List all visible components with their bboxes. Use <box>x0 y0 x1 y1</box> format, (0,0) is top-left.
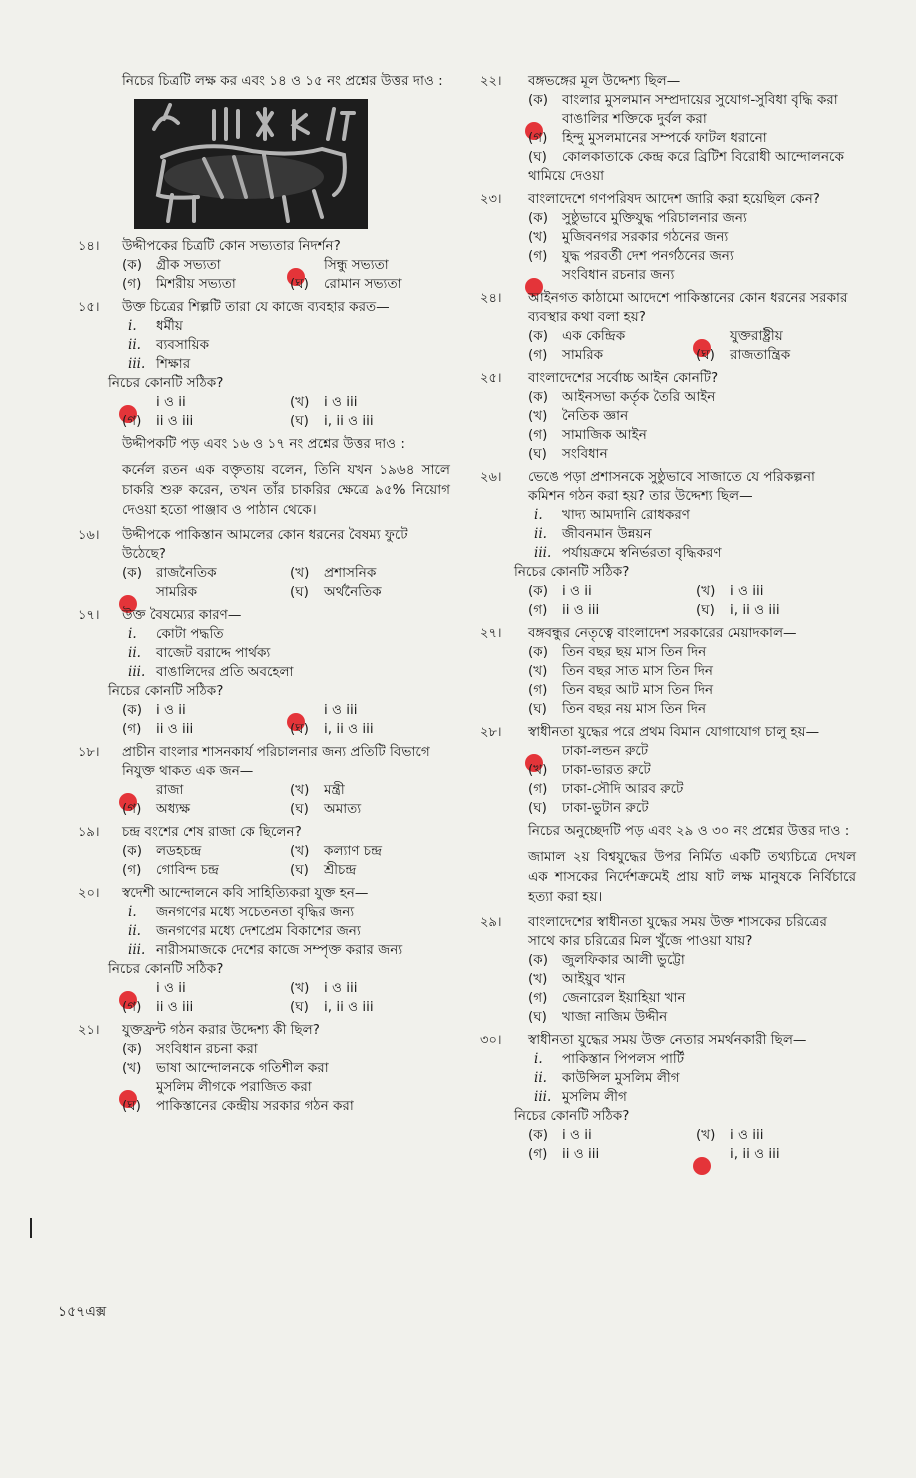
option-ga[interactable] <box>528 247 856 266</box>
question-text: বাংলাদেশের স্বাধীনতা যুদ্ধের সময় উক্ত শাসকের চরিত্রের সাথে কার চরিত্রের মিল খুঁজে পাওয়া যায়? <box>528 914 827 949</box>
option-ka[interactable] <box>528 742 856 761</box>
statement: iii. বাঙালিদের প্রতি অবহেলা <box>128 664 294 680</box>
question-text: স্বাধীনতা যুদ্ধের পরে প্রথম বিমান যোগাযোগ চালু হয়— <box>528 724 820 740</box>
statement: ii. বাজেট বরাদ্দে পার্থক্য <box>128 645 271 661</box>
option-ka[interactable] <box>528 327 688 346</box>
statement: ii. জীবনমান উন্নয়ন <box>534 526 652 542</box>
option-text: বাংলার মুসলমান সম্প্রদায়ের সুযোগ-সুবিধা বৃদ্ধি করা <box>562 92 838 108</box>
choose-prompt: নিচের কোনটি সঠিক? <box>108 961 224 977</box>
question-20 <box>78 884 450 1017</box>
question-text: স্বাধীনতা যুদ্ধের সময় উক্ত নেতার সমর্থনকারী ছিল— <box>528 1032 807 1048</box>
question-number: ২৩। <box>480 192 502 207</box>
statement: iii. পর্যায়ক্রমে স্বনির্ভরতা বৃদ্ধিকরণ <box>534 545 722 561</box>
statement: i. জনগণের মধ্যে সচেতনতা বৃদ্ধির জন্য <box>128 904 355 920</box>
option-text: i ও ii <box>156 394 186 410</box>
question-26 <box>480 468 856 620</box>
option-text: আইয়ুব খান <box>562 971 626 987</box>
option-label: (গ) <box>122 999 142 1015</box>
option-gha[interactable] <box>528 1008 856 1027</box>
question-number: ১৬। <box>78 528 100 543</box>
option-text: রোমান সভ্যতা <box>324 276 402 292</box>
option-label: (ঘ) <box>528 701 547 717</box>
question-15 <box>78 298 450 431</box>
option-label: (খ) <box>528 762 548 778</box>
statement: i. পাকিস্তান পিপলস পার্টি <box>534 1051 685 1067</box>
option-label: (ক) <box>122 843 142 859</box>
option-label: (গ) <box>122 862 142 878</box>
option-text: সামাজিক আইন <box>562 427 647 443</box>
question-27 <box>480 624 856 719</box>
option-label: (ঘ) <box>290 721 309 737</box>
option-text: মন্ত্রী <box>324 782 345 798</box>
option-text: কোলকাতাকে কেন্দ্র করে ব্রিটিশ বিরোধী আন্দোলনকে থামিয়ে দেওয়া <box>528 149 844 184</box>
option-ga[interactable] <box>122 998 282 1017</box>
option-kha[interactable] <box>528 407 856 426</box>
statement: ii. ব্যবসায়িক <box>128 337 210 353</box>
option-ka[interactable] <box>122 564 282 583</box>
option-text: মুসলিম লীগকে পরাজিত করা <box>156 1079 312 1095</box>
option-label: (গ) <box>122 276 142 292</box>
option-ka[interactable] <box>528 582 688 601</box>
option-text: ঢাকা-ভারত রুটে <box>562 762 651 778</box>
option-ka[interactable] <box>528 643 856 662</box>
right-column <box>480 72 856 1168</box>
option-label: (গ) <box>528 427 548 443</box>
option-text: সুষ্ঠুভাবে মুক্তিযুদ্ধ পরিচালনার জন্য <box>562 210 747 226</box>
option-text: জুলফিকার আলী ভুট্টো <box>562 952 685 968</box>
option-gha[interactable] <box>528 700 856 719</box>
option-gha[interactable] <box>290 583 450 602</box>
question-number: ৩০। <box>480 1033 502 1048</box>
choose-prompt: নিচের কোনটি সঠিক? <box>514 1108 630 1124</box>
option-ka[interactable] <box>122 256 282 275</box>
seal-picture-icon <box>134 99 368 229</box>
question-text: উদ্দীপকে পাকিস্তান আমলের কোন ধরনের বৈষম্য ফুটে উঠেছে? <box>122 527 408 562</box>
question-number: ১৮। <box>78 745 100 760</box>
option-label: (ঘ) <box>290 801 309 817</box>
option-text: i ও iii <box>324 394 358 410</box>
option-text: ii ও iii <box>156 999 194 1015</box>
option-text: সামরিক <box>156 584 198 600</box>
option-kha[interactable] <box>528 761 856 780</box>
question-28 <box>480 723 856 818</box>
option-kha[interactable] <box>528 110 856 129</box>
stimulus-passage: জামাল ২য় বিশ্বযুদ্ধের উপর নির্মিত একটি তথ্যচিত্রে দেখল এক শাসকের নির্দেশক্রমেই প্রায় ষাট লক্ষ মানুষকে নির্বিচারে হত্যা করা হয়। <box>528 849 856 905</box>
question-text: বাংলাদেশে গণপরিষদ আদেশ জারি করা হয়েছিল কেন? <box>528 191 820 207</box>
question-14 <box>78 237 450 294</box>
option-text: i, ii ও iii <box>324 999 374 1015</box>
option-text: ভাষা আন্দোলনকে গতিশীল করা <box>156 1060 329 1076</box>
option-text: গোবিন্দ চন্দ্র <box>156 862 219 878</box>
option-kha[interactable] <box>290 701 450 720</box>
option-text: সংবিধান রচনার জন্য <box>562 267 675 283</box>
option-ga[interactable] <box>122 583 282 602</box>
option-text: ঢাকা-ভুটান রুটে <box>562 800 649 816</box>
option-label: (গ) <box>528 602 548 618</box>
option-ka[interactable] <box>122 1040 450 1059</box>
option-label: (গ) <box>122 413 142 429</box>
option-label: (ঘ) <box>290 276 309 292</box>
option-label: (ঘ) <box>696 602 715 618</box>
choose-prompt: নিচের কোনটি সঠিক? <box>514 564 630 580</box>
question-text: বঙ্গভঙ্গের মূল উদ্দেশ্য ছিল— <box>528 73 681 89</box>
option-kha[interactable] <box>290 842 450 861</box>
option-label: (গ) <box>528 248 548 264</box>
option-ga[interactable] <box>528 601 688 620</box>
option-text: রাজা <box>156 782 184 798</box>
option-ga[interactable] <box>528 989 856 1008</box>
option-kha[interactable] <box>290 564 450 583</box>
question-number: ২৮। <box>480 725 502 740</box>
option-text: ii ও iii <box>562 1146 600 1162</box>
question-number: ১৪। <box>78 239 100 254</box>
option-kha[interactable] <box>528 970 856 989</box>
question-number: ২৯। <box>480 915 502 930</box>
question-text: প্রাচীন বাংলার শাসনকার্য পরিচালনার জন্য প্রতিটি বিভাগে নিযুক্ত থাকত এক জন— <box>122 744 430 779</box>
option-label: (ঘ) <box>290 413 309 429</box>
option-label: (খ) <box>290 565 310 581</box>
option-label: (ঘ) <box>528 446 547 462</box>
option-ga[interactable] <box>122 1078 450 1097</box>
statement: i. কোটা পদ্ধতি <box>128 626 224 642</box>
option-gha[interactable] <box>696 1145 856 1164</box>
option-label: (গ) <box>528 1146 548 1162</box>
question-24 <box>480 289 856 365</box>
option-ga[interactable] <box>122 720 282 739</box>
option-ka[interactable] <box>528 91 856 110</box>
question-30 <box>480 1031 856 1164</box>
option-text: i ও ii <box>156 702 186 718</box>
option-kha[interactable] <box>528 662 856 681</box>
option-text: i, ii ও iii <box>730 1146 780 1162</box>
option-kha[interactable] <box>290 393 450 412</box>
option-ga[interactable] <box>528 346 688 365</box>
margin-mark <box>30 1218 32 1238</box>
option-kha[interactable] <box>290 781 450 800</box>
option-ka[interactable] <box>122 979 282 998</box>
option-gha[interactable] <box>290 998 450 1017</box>
question-16 <box>78 526 450 602</box>
option-kha[interactable] <box>696 1126 856 1145</box>
option-label: (ক) <box>528 1127 548 1143</box>
option-gha[interactable] <box>122 1097 450 1116</box>
option-label: (খ) <box>528 971 548 987</box>
option-ga[interactable] <box>122 800 282 819</box>
option-text: সংবিধান <box>562 446 608 462</box>
question-23 <box>480 190 856 285</box>
option-gha[interactable] <box>528 148 856 186</box>
question-text: বাংলাদেশের সর্বোচ্চ আইন কোনটি? <box>528 370 719 386</box>
option-gha[interactable] <box>290 800 450 819</box>
option-ka[interactable] <box>122 701 282 720</box>
option-label: (খ) <box>290 843 310 859</box>
option-label: (ক) <box>122 702 142 718</box>
option-text: শ্রীচন্দ্র <box>324 862 357 878</box>
option-text: i, ii ও iii <box>324 721 374 737</box>
option-kha[interactable] <box>528 228 856 247</box>
option-ga[interactable] <box>528 780 856 799</box>
option-gha[interactable] <box>290 720 450 739</box>
option-text: গ্রীক সভ্যতা <box>156 257 221 273</box>
option-label: (ঘ) <box>290 584 309 600</box>
option-label: (ঘ) <box>290 999 309 1015</box>
option-text: রাজনৈতিক <box>156 565 217 581</box>
question-25 <box>480 369 856 464</box>
option-text: অমাত্য <box>324 801 362 817</box>
option-gha[interactable] <box>290 861 450 880</box>
question-number: ২৭। <box>480 626 502 641</box>
option-gha[interactable] <box>528 266 856 285</box>
option-text: খাজা নাজিম উদ্দীন <box>562 1009 668 1025</box>
option-label: (খ) <box>290 980 310 996</box>
option-text: এক কেন্দ্রিক <box>562 328 626 344</box>
indus-seal-image <box>134 99 368 229</box>
option-label: (ঘ) <box>290 862 309 878</box>
option-label: (ক) <box>528 644 548 660</box>
option-text: পাকিস্তানের কেন্দ্রীয় সরকার গঠন করা <box>156 1098 354 1114</box>
option-ga[interactable] <box>528 129 856 148</box>
option-text: প্রশাসনিক <box>324 565 377 581</box>
option-text: অধ্যক্ষ <box>156 801 191 817</box>
question-21 <box>78 1021 450 1116</box>
option-text: কল্যাণ চন্দ্র <box>324 843 382 859</box>
option-text: ঢাকা-লন্ডন রুটে <box>562 743 649 759</box>
choose-prompt: নিচের কোনটি সঠিক? <box>108 375 224 391</box>
question-number: ১৭। <box>78 608 100 623</box>
question-text: আইনগত কাঠামো আদেশে পাকিস্তানের কোন ধরনের সরকার ব্যবস্থার কথা বলা হয়? <box>528 290 848 325</box>
option-text: রাজতান্ত্রিক <box>730 347 791 363</box>
question-29-30-intro: নিচের অনুচ্ছেদটি পড় এবং ২৯ ও ৩০ নং প্রশ্নের উত্তর দাও : <box>528 823 850 839</box>
option-label: (ঘ) <box>122 1098 141 1114</box>
option-gha[interactable] <box>696 346 856 365</box>
option-text: সিন্ধু সভ্যতা <box>324 257 389 273</box>
statement: ii. জনগণের মধ্যে দেশপ্রেম বিকাশের জন্য <box>128 923 361 939</box>
option-text: যুদ্ধ পরবর্তী দেশ পনর্গঠনের জন্য <box>562 248 734 264</box>
option-gha[interactable] <box>290 275 450 294</box>
statement: iii. নারীসমাজকে দেশের কাজে সম্পৃক্ত করার জন্য <box>128 942 403 958</box>
option-label: (ক) <box>528 583 548 599</box>
question-number: ২২। <box>480 74 502 89</box>
option-ga[interactable] <box>528 681 856 700</box>
question-16-17-intro: উদ্দীপকটি পড় এবং ১৬ ও ১৭ নং প্রশ্নের উত্তর দাও : <box>122 436 405 452</box>
option-text: বাঙালির শক্তিকে দুর্বল করা <box>562 111 707 127</box>
option-text: অর্থনৈতিক <box>324 584 382 600</box>
answer-mark-icon <box>693 1157 711 1175</box>
option-text: জেনারেল ইয়াহিয়া খান <box>562 990 686 1006</box>
question-text: উক্ত চিত্রের শিল্পটি তারা যে কাজে ব্যবহার করত— <box>122 299 390 315</box>
option-text: i ও ii <box>562 583 592 599</box>
choose-prompt: নিচের কোনটি সঠিক? <box>108 683 224 699</box>
option-text: i, ii ও iii <box>324 413 374 429</box>
option-label: (গ) <box>528 990 548 1006</box>
option-label: (ক) <box>122 565 142 581</box>
option-label: (ক) <box>122 1041 142 1057</box>
option-label: (গ) <box>528 130 548 146</box>
option-text: লডহচন্দ্র <box>156 843 202 859</box>
question-number: ২০। <box>78 886 100 901</box>
option-text: তিন বছর সাত মাস তিন দিন <box>562 663 713 679</box>
question-29 <box>480 913 856 1027</box>
option-label: (ঘ) <box>696 347 715 363</box>
question-19 <box>78 823 450 880</box>
option-gha[interactable] <box>528 799 856 818</box>
statement: i. খাদ্য আমদানি রোধকরণ <box>534 507 690 523</box>
option-text: তিন বছর নয় মাস তিন দিন <box>562 701 707 717</box>
option-text: i ও iii <box>324 980 358 996</box>
option-text: মুজিবনগর সরকার গঠনের জন্য <box>562 229 729 245</box>
question-number: ২৬। <box>480 470 502 485</box>
option-label: (গ) <box>528 682 548 698</box>
option-gha[interactable] <box>696 601 856 620</box>
question-number: ২৪। <box>480 291 502 306</box>
option-label: (খ) <box>290 782 310 798</box>
question-text: ভেঙে পড়া প্রশাসনকে সুষ্ঠুভাবে সাজাতে যে পরিকল্পনা কমিশন গঠন করা হয়? তার উদ্দেশ্য ছিল— <box>528 469 815 504</box>
statement: i. ধর্মীয় <box>128 318 183 334</box>
option-ga[interactable] <box>528 1145 688 1164</box>
option-label: (খ) <box>528 408 548 424</box>
option-ka[interactable] <box>528 209 856 228</box>
statement: iii. মুসলিম লীগ <box>534 1089 627 1105</box>
statement: iii. শিক্ষার <box>128 356 191 372</box>
option-label: (ক) <box>528 328 548 344</box>
option-label: (গ) <box>528 347 548 363</box>
option-ka[interactable] <box>122 781 282 800</box>
stimulus-passage: কর্নেল রতন এক বক্তৃতায় বলেন, তিনি যখন ১৯৬৪ সালে চাকরি শুরু করেন, তখন তাঁর চাকরির ক্ষেত্রে ৯৫% নিয়োগ দেওয়া হতো পাঞ্জাব ও পাঠান থেকে। <box>122 462 450 518</box>
question-number: ২১। <box>78 1023 100 1038</box>
option-text: ii ও iii <box>562 602 600 618</box>
question-text: যুক্তফ্রন্ট গঠন করার উদ্দেশ্য কী ছিল? <box>122 1022 320 1038</box>
left-column <box>78 72 450 1120</box>
option-label: (ঘ) <box>528 800 547 816</box>
option-text: i ও iii <box>730 583 764 599</box>
question-text: উক্ত বৈষম্যের কারণ— <box>122 607 242 623</box>
question-22 <box>480 72 856 186</box>
option-text: মিশরীয় সভ্যতা <box>156 276 236 292</box>
option-ga[interactable] <box>122 275 282 294</box>
option-ka[interactable] <box>528 388 856 407</box>
option-ga[interactable] <box>122 861 282 880</box>
option-kha[interactable] <box>696 327 856 346</box>
option-kha[interactable] <box>122 1059 450 1078</box>
option-label: (ক) <box>528 389 548 405</box>
option-label: (খ) <box>528 663 548 679</box>
question-number: ১৯। <box>78 825 100 840</box>
question-18 <box>78 743 450 819</box>
option-label: (খ) <box>528 229 548 245</box>
page-footer-code: ১৫৭এক্স <box>58 1304 107 1320</box>
option-kha[interactable] <box>290 256 450 275</box>
option-text: ii ও iii <box>156 413 194 429</box>
question-text: চন্দ্র বংশের শেষ রাজা কে ছিলেন? <box>122 824 302 840</box>
option-text: আইনসভা কর্তৃক তৈরি আইন <box>562 389 716 405</box>
option-label: (ঘ) <box>528 149 547 165</box>
option-text: সংবিধান রচনা করা <box>156 1041 258 1057</box>
option-text: হিন্দু মুসলমানের সম্পর্কে ফাটল ধরানো <box>562 130 767 146</box>
option-label: (খ) <box>290 394 310 410</box>
option-label: (গ) <box>122 801 142 817</box>
option-label: (গ) <box>122 721 142 737</box>
statement: ii. কাউন্সিল মুসলিম লীগ <box>534 1070 680 1086</box>
question-text: বঙ্গবন্ধুর নেতৃত্বে বাংলাদেশ সরকারের মেয়াদকাল— <box>528 625 797 641</box>
option-text: i ও ii <box>562 1127 592 1143</box>
option-kha[interactable] <box>696 582 856 601</box>
option-text: ঢাকা-সৌদি আরব রুটে <box>562 781 684 797</box>
option-label: (ক) <box>528 952 548 968</box>
question-text: উদ্দীপকের চিত্রটি কোন সভ্যতার নিদর্শন? <box>122 238 341 254</box>
option-gha[interactable] <box>290 412 450 431</box>
option-text: তিন বছর ছয় মাস তিন দিন <box>562 644 707 660</box>
option-ka[interactable] <box>122 842 282 861</box>
option-label: (ঘ) <box>528 1009 547 1025</box>
option-text: ii ও iii <box>156 721 194 737</box>
option-label: (গ) <box>528 781 548 797</box>
option-ka[interactable] <box>528 1126 688 1145</box>
option-label: (খ) <box>696 1127 716 1143</box>
question-text: স্বদেশী আন্দোলনে কবি সাহিত্যিকরা যুক্ত হন— <box>122 885 369 901</box>
option-text: যুক্তরাষ্ট্রীয় <box>730 328 783 344</box>
option-text: i ও iii <box>324 702 358 718</box>
question-number: ২৫। <box>480 371 502 386</box>
option-text: তিন বছর আট মাস তিন দিন <box>562 682 714 698</box>
option-label: (খ) <box>696 583 716 599</box>
option-ga[interactable] <box>122 412 282 431</box>
option-ka[interactable] <box>122 393 282 412</box>
option-text: নৈতিক জ্ঞান <box>562 408 629 424</box>
option-label: (ক) <box>528 210 548 226</box>
option-ka[interactable] <box>528 951 856 970</box>
option-text: i ও iii <box>730 1127 764 1143</box>
option-gha[interactable] <box>528 445 856 464</box>
question-number: ১৫। <box>78 300 100 315</box>
question-17 <box>78 606 450 739</box>
option-kha[interactable] <box>290 979 450 998</box>
option-text: i ও ii <box>156 980 186 996</box>
option-label: (ক) <box>122 257 142 273</box>
option-label: (খ) <box>122 1060 142 1076</box>
option-ga[interactable] <box>528 426 856 445</box>
option-text: সামরিক <box>562 347 604 363</box>
option-text: i, ii ও iii <box>730 602 780 618</box>
question-14-15-intro: নিচের চিত্রটি লক্ষ কর এবং ১৪ ও ১৫ নং প্রশ্নের উত্তর দাও : <box>122 73 443 89</box>
option-label: (ক) <box>528 92 548 108</box>
